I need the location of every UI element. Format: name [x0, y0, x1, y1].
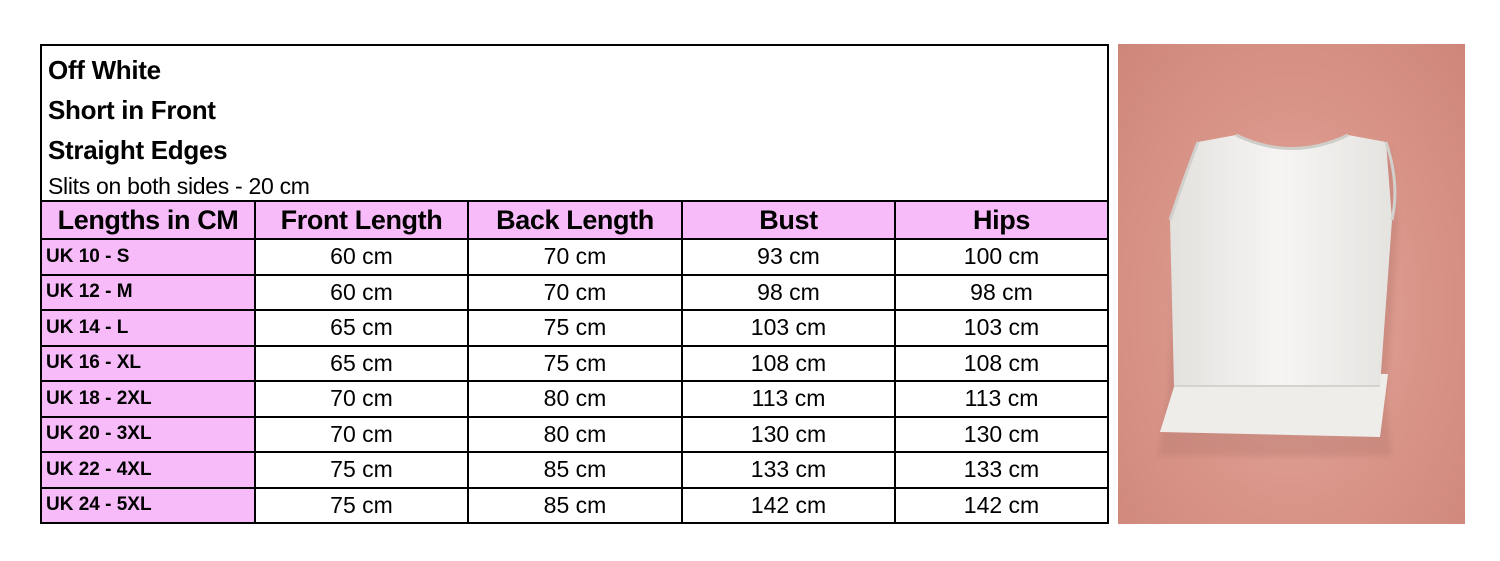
- table-row: [42, 417, 1107, 453]
- back-length-cell: 85 cm: [468, 452, 682, 488]
- table-row: [42, 239, 1107, 275]
- product-photo: [1118, 44, 1465, 524]
- front-length-cell: 60 cm: [255, 239, 468, 275]
- column-header: Lengths in CM: [42, 202, 255, 239]
- back-length-cell: 80 cm: [468, 381, 682, 417]
- hips-cell: 130 cm: [895, 417, 1107, 453]
- hips-cell: 98 cm: [895, 275, 1107, 311]
- color-label: Off White: [48, 55, 161, 85]
- back-length-cell: 70 cm: [468, 275, 682, 311]
- hips-cell: 113 cm: [895, 381, 1107, 417]
- back-length-cell: 70 cm: [468, 239, 682, 275]
- bust-cell: 113 cm: [682, 381, 895, 417]
- bust-cell: 133 cm: [682, 452, 895, 488]
- size-table: [42, 202, 1107, 522]
- front-length-cell: 60 cm: [255, 275, 468, 311]
- column-header: Bust: [682, 202, 895, 239]
- column-header: Back Length: [468, 202, 682, 239]
- size-chart: [40, 44, 1109, 524]
- style-label: Short in Front: [48, 95, 216, 125]
- front-length-cell: 70 cm: [255, 381, 468, 417]
- back-length-cell: 75 cm: [468, 346, 682, 382]
- bust-cell: 103 cm: [682, 310, 895, 346]
- front-length-cell: 70 cm: [255, 417, 468, 453]
- bust-cell: 93 cm: [682, 239, 895, 275]
- size-cell: UK 20 - 3XL: [42, 417, 255, 453]
- table-row: [42, 310, 1107, 346]
- back-length-cell: 85 cm: [468, 488, 682, 523]
- back-length-cell: 75 cm: [468, 310, 682, 346]
- front-length-cell: 65 cm: [255, 346, 468, 382]
- hips-cell: 108 cm: [895, 346, 1107, 382]
- bust-cell: 98 cm: [682, 275, 895, 311]
- sleeveless-top-image: [1118, 44, 1465, 524]
- product-details: [42, 46, 1107, 202]
- size-cell: UK 12 - M: [42, 275, 255, 311]
- table-row: [42, 452, 1107, 488]
- bust-cell: 142 cm: [682, 488, 895, 523]
- slits-note: Slits on both sides - 20 cm: [48, 173, 310, 199]
- table-row: [42, 346, 1107, 382]
- edges-label: Straight Edges: [48, 135, 228, 165]
- table-row: [42, 381, 1107, 417]
- size-cell: UK 24 - 5XL: [42, 488, 255, 523]
- size-cell: UK 10 - S: [42, 239, 255, 275]
- bust-cell: 130 cm: [682, 417, 895, 453]
- bust-cell: 108 cm: [682, 346, 895, 382]
- size-cell: UK 18 - 2XL: [42, 381, 255, 417]
- column-header: Front Length: [255, 202, 468, 239]
- size-cell: UK 22 - 4XL: [42, 452, 255, 488]
- table-row: [42, 275, 1107, 311]
- table-row: [42, 488, 1107, 523]
- hips-cell: 142 cm: [895, 488, 1107, 523]
- front-length-cell: 65 cm: [255, 310, 468, 346]
- hips-cell: 103 cm: [895, 310, 1107, 346]
- column-header: Hips: [895, 202, 1107, 239]
- hips-cell: 133 cm: [895, 452, 1107, 488]
- size-cell: UK 14 - L: [42, 310, 255, 346]
- size-cell: UK 16 - XL: [42, 346, 255, 382]
- hips-cell: 100 cm: [895, 239, 1107, 275]
- table-header-row: [42, 202, 1107, 239]
- front-length-cell: 75 cm: [255, 488, 468, 523]
- front-length-cell: 75 cm: [255, 452, 468, 488]
- back-length-cell: 80 cm: [468, 417, 682, 453]
